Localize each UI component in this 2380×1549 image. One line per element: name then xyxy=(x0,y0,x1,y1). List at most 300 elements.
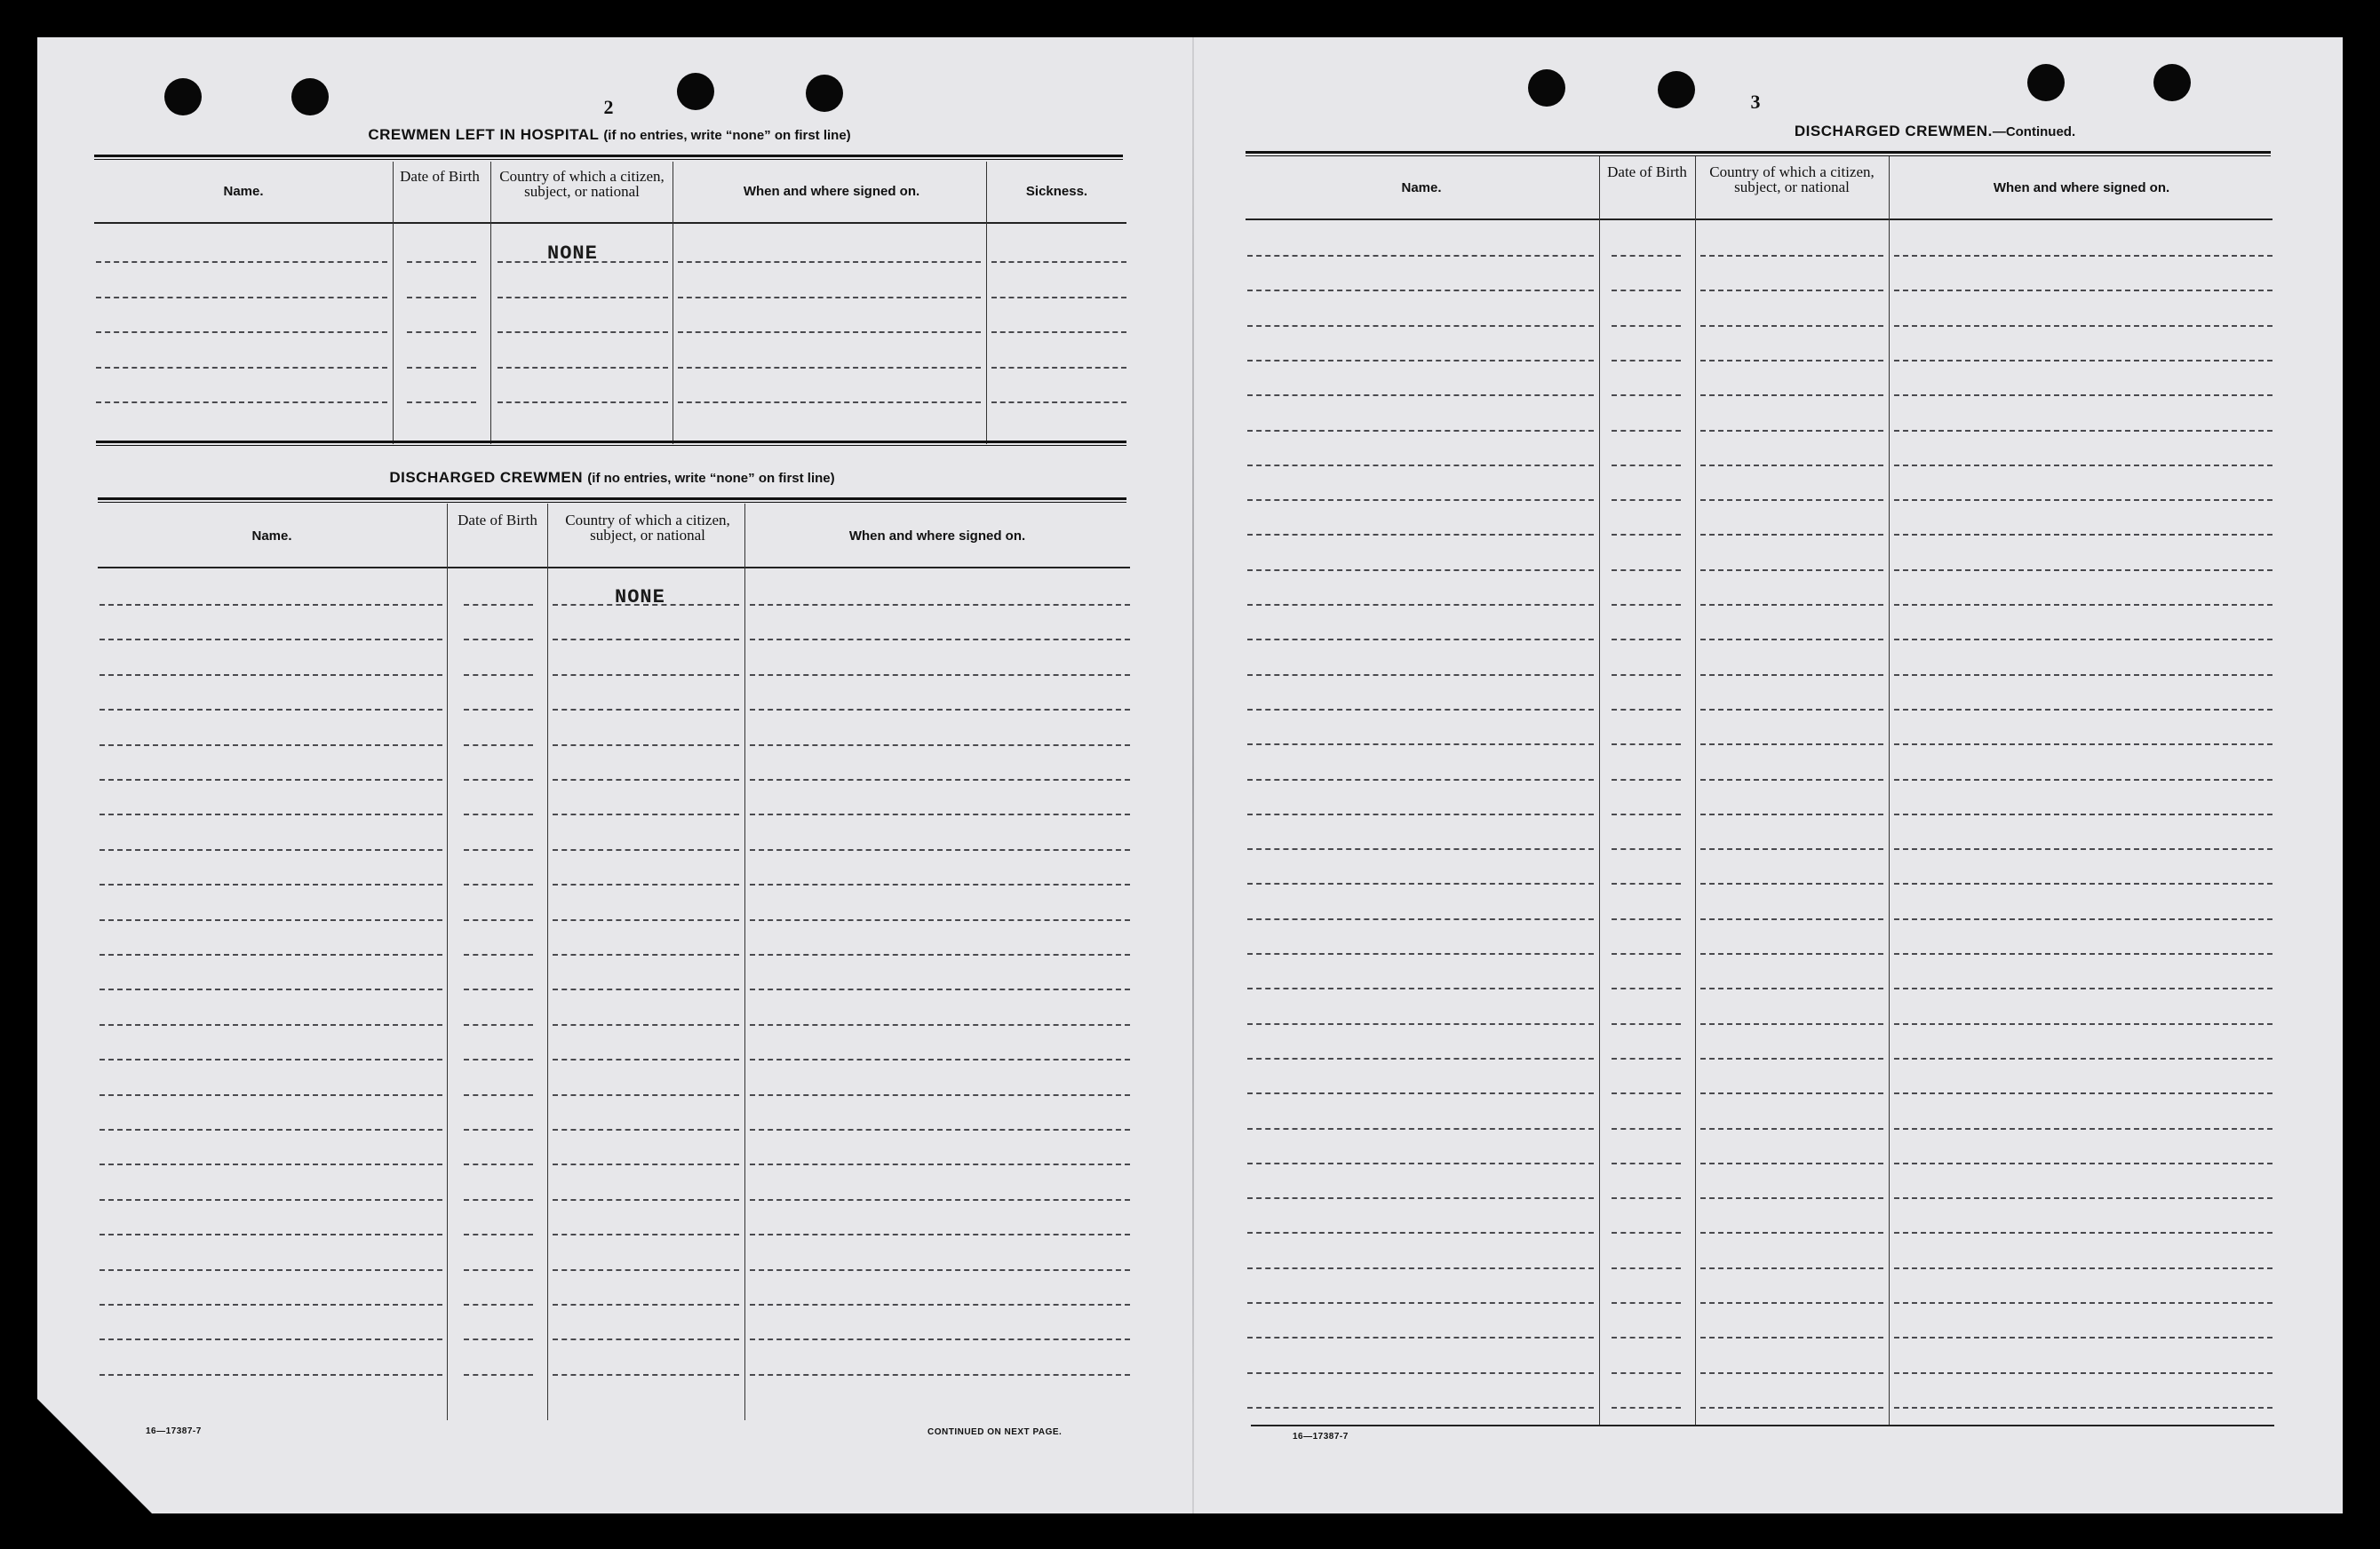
discharged-instruction-text: (if no entries, write “none” on first line) xyxy=(587,471,835,486)
ruled-line xyxy=(750,1129,1130,1131)
ruled-line xyxy=(1612,325,1681,327)
ruled-line xyxy=(1894,674,2273,676)
punch-hole xyxy=(677,73,714,110)
ruled-line xyxy=(1612,1407,1681,1409)
hospital-section-title xyxy=(96,126,1123,144)
ruled-line xyxy=(1894,1232,2273,1234)
ruled-line xyxy=(991,331,1126,333)
ruled-line xyxy=(1247,674,1594,676)
ruled-line xyxy=(1612,1128,1681,1130)
ruled-line xyxy=(1612,1197,1681,1199)
continued-col-divider xyxy=(1889,156,1890,1425)
ruled-line xyxy=(1612,1163,1681,1164)
ruled-line xyxy=(1612,1337,1681,1338)
ruled-line xyxy=(99,1164,442,1165)
ruled-line xyxy=(1700,639,1883,640)
ruled-line xyxy=(750,639,1130,640)
ruled-line xyxy=(553,1234,739,1235)
ruled-line xyxy=(1894,1197,2273,1199)
continued-col-dob: Date of Birth xyxy=(1607,163,1687,180)
ruled-line xyxy=(1247,290,1594,291)
ruled-line xyxy=(750,1164,1130,1165)
ruled-line xyxy=(1612,255,1681,257)
ruled-line xyxy=(1247,1092,1594,1094)
ruled-line xyxy=(553,884,739,886)
ruled-line xyxy=(1612,953,1681,955)
ruled-line xyxy=(464,919,533,921)
ruled-line xyxy=(750,954,1130,956)
ruled-line xyxy=(1612,1023,1681,1025)
ruled-line xyxy=(96,367,387,369)
ruled-line xyxy=(1612,604,1681,606)
ruled-line xyxy=(99,1304,442,1306)
ruled-line xyxy=(678,401,981,403)
ruled-line xyxy=(553,1374,739,1376)
ruled-line xyxy=(1700,499,1883,501)
ruled-line xyxy=(99,884,442,886)
ruled-line xyxy=(1247,639,1594,640)
ruled-line xyxy=(1247,1267,1594,1269)
punch-hole xyxy=(1528,69,1565,107)
ruled-line xyxy=(1612,814,1681,815)
punch-hole xyxy=(806,75,843,112)
ruled-line xyxy=(553,1024,739,1026)
ruled-line xyxy=(553,1304,739,1306)
ruled-line xyxy=(1700,1267,1883,1269)
ruled-line xyxy=(1612,534,1681,536)
ruled-line xyxy=(750,849,1130,851)
page-number-right: 3 xyxy=(1750,91,1761,113)
continued-title-text: DISCHARGED CREWMEN. xyxy=(1794,123,1993,139)
ruled-line xyxy=(1894,918,2273,920)
hospital-none-entry: NONE xyxy=(547,242,598,265)
ruled-line xyxy=(1612,674,1681,676)
ruled-line xyxy=(99,1129,442,1131)
ruled-line xyxy=(1894,1058,2273,1060)
ruled-line xyxy=(1700,674,1883,676)
ruled-line xyxy=(1247,1058,1594,1060)
ruled-line xyxy=(991,367,1126,369)
ruled-line xyxy=(553,1164,739,1165)
ruled-line xyxy=(464,814,533,815)
ruled-line xyxy=(553,674,739,676)
ruled-line xyxy=(1700,743,1883,745)
ruled-line xyxy=(464,1304,533,1306)
ruled-line xyxy=(1247,394,1594,396)
ruled-line xyxy=(750,779,1130,781)
ruled-line xyxy=(464,1129,533,1131)
hospital-header-rule xyxy=(94,222,1126,224)
ruled-line xyxy=(464,1199,533,1201)
form-number-left: 16—17387-7 xyxy=(146,1426,202,1436)
ruled-line xyxy=(553,1059,739,1060)
hospital-col-divider xyxy=(986,162,987,444)
ruled-line xyxy=(750,604,1130,606)
ruled-line xyxy=(1700,1337,1883,1338)
ruled-line xyxy=(1612,848,1681,850)
ruled-line xyxy=(1612,1267,1681,1269)
ruled-line xyxy=(1894,1092,2273,1094)
ruled-line xyxy=(1894,394,2273,396)
ruled-line xyxy=(497,297,668,298)
ruled-line xyxy=(464,709,533,711)
ruled-line xyxy=(464,954,533,956)
continued-title-suffix: —Continued. xyxy=(1992,124,2076,139)
punch-hole xyxy=(2153,64,2191,101)
ruled-line xyxy=(96,297,387,298)
ruled-line xyxy=(1700,848,1883,850)
ruled-line xyxy=(96,331,387,333)
ruled-line xyxy=(553,954,739,956)
ruled-line xyxy=(553,989,739,990)
ruled-line xyxy=(1700,1197,1883,1199)
ruled-line xyxy=(1612,569,1681,571)
hospital-col-signed-on: When and where signed on. xyxy=(743,184,920,199)
discharged-top-rule xyxy=(98,497,1126,503)
ruled-line xyxy=(678,367,981,369)
ruled-line xyxy=(750,1338,1130,1340)
continued-col-country: Country of which a citizen, subject, or national xyxy=(1709,163,1875,195)
ruled-line xyxy=(1700,430,1883,432)
ruled-line xyxy=(1894,255,2273,257)
ruled-line xyxy=(407,401,476,403)
ruled-line xyxy=(1247,1197,1594,1199)
ruled-line xyxy=(553,639,739,640)
ruled-line xyxy=(1700,569,1883,571)
ruled-line xyxy=(1700,255,1883,257)
ruled-line xyxy=(1894,499,2273,501)
ruled-line xyxy=(1612,499,1681,501)
ruled-line xyxy=(99,604,442,606)
ruled-line xyxy=(750,989,1130,990)
ruled-line xyxy=(553,709,739,711)
discharged-col-dob: Date of Birth xyxy=(458,512,537,528)
ruled-line xyxy=(1247,709,1594,711)
ruled-line xyxy=(1247,848,1594,850)
ruled-line xyxy=(1894,430,2273,432)
ruled-line xyxy=(1700,709,1883,711)
ruled-line xyxy=(464,1338,533,1340)
ruled-line xyxy=(678,297,981,298)
ruled-line xyxy=(1612,394,1681,396)
ruled-line xyxy=(1894,1337,2273,1338)
ruled-line xyxy=(1700,360,1883,361)
ruled-line xyxy=(1247,465,1594,466)
ruled-line xyxy=(1894,1267,2273,1269)
ruled-line xyxy=(464,1164,533,1165)
ruled-line xyxy=(750,1269,1130,1271)
ruled-line xyxy=(553,919,739,921)
ruled-line xyxy=(1247,779,1594,781)
ruled-line xyxy=(497,261,668,263)
ruled-line xyxy=(1700,953,1883,955)
ruled-line xyxy=(1700,814,1883,815)
ruled-line xyxy=(99,954,442,956)
ruled-line xyxy=(96,261,387,263)
ruled-line xyxy=(1612,988,1681,989)
ruled-line xyxy=(1700,988,1883,989)
ruled-line xyxy=(1247,1128,1594,1130)
page-number-left: 2 xyxy=(603,96,614,118)
ruled-line xyxy=(464,1024,533,1026)
ruled-line xyxy=(497,367,668,369)
ruled-line xyxy=(1612,360,1681,361)
ruled-line xyxy=(1247,499,1594,501)
ruled-line xyxy=(99,919,442,921)
ruled-line xyxy=(1894,1163,2273,1164)
ruled-line xyxy=(1247,918,1594,920)
ruled-line xyxy=(407,367,476,369)
ruled-line xyxy=(553,604,739,606)
ruled-line xyxy=(1612,1092,1681,1094)
paper-cut-corner xyxy=(37,1399,157,1519)
ruled-line xyxy=(1700,1372,1883,1374)
ruled-line xyxy=(1247,534,1594,536)
ruled-line xyxy=(1247,1302,1594,1304)
continued-top-rule xyxy=(1246,151,2271,156)
ruled-line xyxy=(750,814,1130,815)
ruled-line xyxy=(1700,1232,1883,1234)
ruled-line xyxy=(464,1094,533,1096)
ruled-line xyxy=(1247,255,1594,257)
ruled-line xyxy=(1247,430,1594,432)
ruled-line xyxy=(1894,1023,2273,1025)
ruled-line xyxy=(1894,953,2273,955)
ruled-line xyxy=(99,1199,442,1201)
ruled-line xyxy=(1700,1302,1883,1304)
discharged-col-name: Name. xyxy=(251,528,292,544)
ruled-line xyxy=(678,261,981,263)
ruled-line xyxy=(1247,814,1594,815)
ruled-line xyxy=(1247,569,1594,571)
continued-col-divider xyxy=(1599,156,1600,1425)
hospital-col-sickness: Sickness. xyxy=(1025,184,1088,199)
ruled-line xyxy=(464,1059,533,1060)
ruled-line xyxy=(99,989,442,990)
ruled-line xyxy=(750,709,1130,711)
ruled-line xyxy=(464,849,533,851)
ruled-line xyxy=(1894,465,2273,466)
ruled-line xyxy=(1612,709,1681,711)
ruled-line xyxy=(99,779,442,781)
ruled-line xyxy=(1894,1128,2273,1130)
ruled-line xyxy=(1894,1302,2273,1304)
ruled-line xyxy=(96,401,387,403)
ruled-line xyxy=(553,744,739,746)
ruled-line xyxy=(750,1304,1130,1306)
ruled-line xyxy=(407,297,476,298)
ruled-line xyxy=(1247,1163,1594,1164)
ruled-line xyxy=(1612,918,1681,920)
ruled-line xyxy=(99,744,442,746)
ruled-line xyxy=(497,331,668,333)
continued-header-rule xyxy=(1246,218,2273,220)
hospital-title-text: CREWMEN LEFT IN HOSPITAL xyxy=(368,126,600,143)
ruled-line xyxy=(464,1234,533,1235)
ruled-line xyxy=(1247,743,1594,745)
ruled-line xyxy=(1894,779,2273,781)
hospital-col-divider xyxy=(393,162,394,444)
ruled-line xyxy=(1247,1372,1594,1374)
ruled-line xyxy=(1894,883,2273,885)
ruled-line xyxy=(99,1269,442,1271)
ruled-line xyxy=(1700,918,1883,920)
continued-col-signed-on: When and where signed on. xyxy=(1993,180,2170,195)
ruled-line xyxy=(553,849,739,851)
ruled-line xyxy=(99,1059,442,1060)
continued-col-name: Name. xyxy=(1401,180,1442,195)
discharged-col-country: Country of which a citizen, subject, or national xyxy=(565,512,730,544)
ruled-line xyxy=(1247,360,1594,361)
ruled-line xyxy=(553,1129,739,1131)
ruled-line xyxy=(99,1024,442,1026)
ruled-line xyxy=(464,989,533,990)
ruled-line xyxy=(678,331,981,333)
page-fold xyxy=(1192,37,1194,1513)
ruled-line xyxy=(99,1094,442,1096)
hospital-col-country: Country of which a citizen, subject, or national xyxy=(499,168,665,200)
ruled-line xyxy=(1894,360,2273,361)
ruled-line xyxy=(1612,743,1681,745)
ruled-line xyxy=(750,1374,1130,1376)
ruled-line xyxy=(991,261,1126,263)
ruled-line xyxy=(1612,290,1681,291)
discharged-title-text: DISCHARGED CREWMEN xyxy=(389,469,584,486)
hospital-col-name: Name. xyxy=(223,184,264,199)
ruled-line xyxy=(464,884,533,886)
discharged-col-divider xyxy=(744,504,745,1420)
ruled-line xyxy=(553,814,739,815)
ruled-line xyxy=(553,1094,739,1096)
discharged-header-rule xyxy=(98,567,1130,568)
ruled-line xyxy=(1247,953,1594,955)
ruled-line xyxy=(1700,465,1883,466)
continued-bottom-rule xyxy=(1251,1425,2274,1426)
punch-hole xyxy=(2027,64,2065,101)
punch-hole xyxy=(291,78,329,115)
ruled-line xyxy=(1700,604,1883,606)
ruled-line xyxy=(1612,1232,1681,1234)
ruled-line xyxy=(1612,430,1681,432)
ruled-line xyxy=(464,604,533,606)
ruled-line xyxy=(750,1024,1130,1026)
ruled-line xyxy=(1894,604,2273,606)
ruled-line xyxy=(1247,1337,1594,1338)
ruled-line xyxy=(1700,883,1883,885)
ruled-line xyxy=(750,1094,1130,1096)
hospital-top-rule xyxy=(94,155,1123,160)
continued-col-divider xyxy=(1695,156,1696,1425)
ruled-line xyxy=(991,297,1126,298)
hospital-col-divider xyxy=(490,162,491,444)
ruled-line xyxy=(750,884,1130,886)
ruled-line xyxy=(497,401,668,403)
ruled-line xyxy=(1700,1407,1883,1409)
ruled-line xyxy=(1894,743,2273,745)
ruled-line xyxy=(1700,534,1883,536)
ruled-line xyxy=(750,744,1130,746)
ruled-line xyxy=(1247,1232,1594,1234)
ruled-line xyxy=(991,401,1126,403)
ruled-line xyxy=(1247,988,1594,989)
ruled-line xyxy=(553,1199,739,1201)
discharged-col-divider xyxy=(547,504,548,1420)
ruled-line xyxy=(1894,1372,2273,1374)
ruled-line xyxy=(553,779,739,781)
ruled-line xyxy=(1612,1058,1681,1060)
continued-note: CONTINUED ON NEXT PAGE. xyxy=(927,1427,1063,1437)
discharged-section-title xyxy=(98,469,1126,487)
ruled-line xyxy=(1894,988,2273,989)
ruled-line xyxy=(464,1374,533,1376)
ruled-line xyxy=(750,1199,1130,1201)
ruled-line xyxy=(1700,1092,1883,1094)
hospital-col-dob: Date of Birth xyxy=(400,168,480,185)
ruled-line xyxy=(99,1234,442,1235)
ruled-line xyxy=(1612,1302,1681,1304)
hospital-bottom-rule xyxy=(96,441,1126,446)
ruled-line xyxy=(1247,604,1594,606)
ruled-line xyxy=(750,1234,1130,1235)
ruled-line xyxy=(1612,779,1681,781)
ruled-line xyxy=(750,674,1130,676)
ruled-line xyxy=(1700,1058,1883,1060)
ruled-line xyxy=(1894,325,2273,327)
ruled-line xyxy=(1700,290,1883,291)
ruled-line xyxy=(1894,848,2273,850)
ruled-line xyxy=(464,744,533,746)
ruled-line xyxy=(464,779,533,781)
ruled-line xyxy=(1247,1407,1594,1409)
ruled-line xyxy=(99,639,442,640)
punch-hole xyxy=(164,78,202,115)
document-paper xyxy=(37,37,2343,1513)
ruled-line xyxy=(1612,883,1681,885)
ruled-line xyxy=(99,709,442,711)
ruled-line xyxy=(1894,814,2273,815)
ruled-line xyxy=(1894,290,2273,291)
ruled-line xyxy=(464,1269,533,1271)
discharged-col-divider xyxy=(447,504,448,1420)
ruled-line xyxy=(1894,1407,2273,1409)
ruled-line xyxy=(1700,1128,1883,1130)
ruled-line xyxy=(99,1338,442,1340)
ruled-line xyxy=(1894,639,2273,640)
discharged-none-entry: NONE xyxy=(615,586,665,608)
ruled-line xyxy=(1700,1163,1883,1164)
ruled-line xyxy=(1700,394,1883,396)
ruled-line xyxy=(1247,325,1594,327)
ruled-line xyxy=(1612,1372,1681,1374)
ruled-line xyxy=(1700,325,1883,327)
ruled-line xyxy=(1894,569,2273,571)
ruled-line xyxy=(99,849,442,851)
form-number-right: 16—17387-7 xyxy=(1293,1432,1349,1442)
ruled-line xyxy=(1894,709,2273,711)
ruled-line xyxy=(99,674,442,676)
discharged-col-signed-on: When and where signed on. xyxy=(848,528,1026,544)
ruled-line xyxy=(1612,639,1681,640)
ruled-line xyxy=(99,1374,442,1376)
ruled-line xyxy=(1894,534,2273,536)
ruled-line xyxy=(99,814,442,815)
ruled-line xyxy=(1247,883,1594,885)
ruled-line xyxy=(1247,1023,1594,1025)
hospital-instruction-text: (if no entries, write “none” on first line) xyxy=(603,128,851,143)
ruled-line xyxy=(464,639,533,640)
ruled-line xyxy=(750,919,1130,921)
punch-hole xyxy=(1658,71,1695,108)
